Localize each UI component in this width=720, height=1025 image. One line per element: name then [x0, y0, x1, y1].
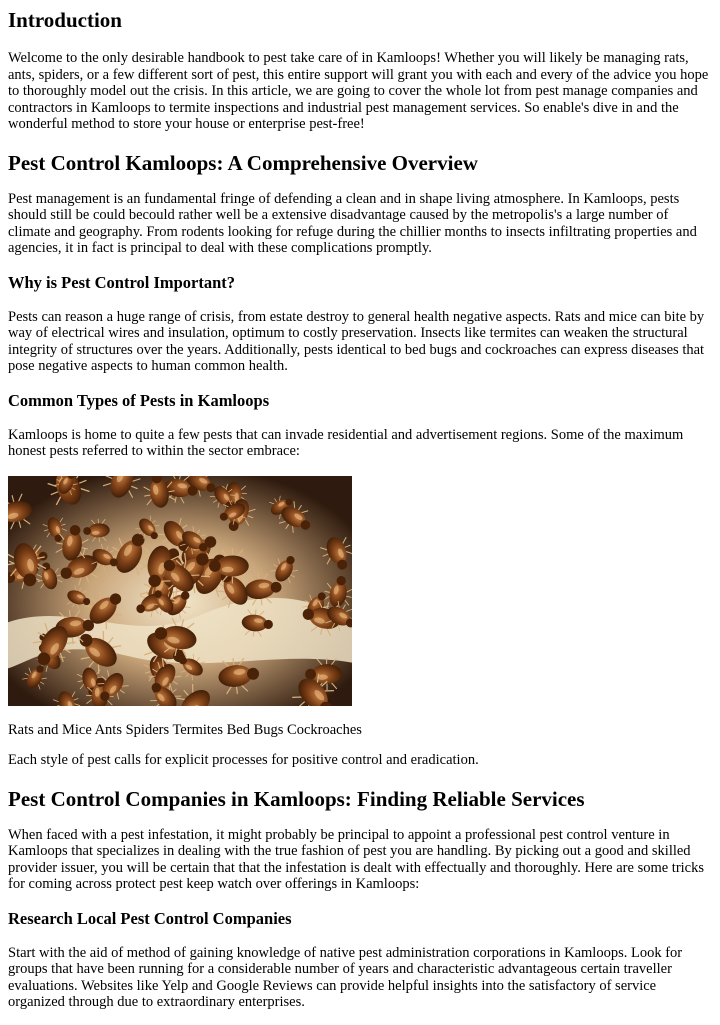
research-heading: Research Local Pest Control Companies [8, 908, 292, 928]
types-after-paragraph: Each style of pest calls for explicit processes for positive control and eradication. [8, 752, 479, 768]
overview-heading: Pest Control Kamloops: A Comprehensive Overview [8, 150, 478, 175]
why-paragraph: Pests can reason a huge range of crisis, from estate destroy to general health negative aspects. Rats and mice can bite by way of electrical wires and insulation, optimum to costly preservation. Insects like termites can weaken the structural integrity of structures over the years. Additionally, pests identical to bed bugs and cockroaches can express diseases that pose negative aspects to human common health. [8, 308, 705, 374]
types-paragraph: Kamloops is home to quite a few pests that can invade residential and advertisement regions. Some of the maximum honest pests referred to within the sector embrace: [8, 426, 684, 459]
termites-photo-icon [8, 476, 352, 706]
research-paragraph: Start with the aid of method of gaining knowledge of native pest administration corporations in Kamloops. Look for groups that have been running for a considerable number of years and characteristic advantageous certain traveller evaluations. Websites like Yelp and Google Reviews can provide helpful insights into the satisfactory of service organized through due to extraordinary enterprises. [8, 944, 683, 1010]
companies-paragraph: When faced with a pest infestation, it might probably be principal to appoint a professional pest control venture in Kamloops that specializes in dealing with the true fashion of pest you are handling. By picking out a good and skilled provider issuer, you will be certain that that the infestation is dealt with effectually and thoroughly. Here are some tricks for coming across protect pest keep watch over offerings in Kamloops: [8, 826, 705, 892]
termites-photo [8, 476, 352, 706]
overview-paragraph: Pest management is an fundamental fringe of defending a clean and in shape living atmosphere. In Kamloops, pests should still be could becould rather well be a extensive disadvantage caused by the metropolis's a large number of climate and geography. From rodents looking for refuge during the chillier months to insects infiltrating properties and agencies, it in fact is principal to deal with these complications promptly. [8, 190, 697, 256]
intro-paragraph: Welcome to the only desirable handbook to pest take care of in Kamloops! Whether you will likely be managing rats, ants, spiders, or a few different sort of pest, this entire support will grant you with each and every of the advice you hope to thoroughly model out the crisis. In this article, we are going to cover the whole lot from pest manage companies and contractors in Kamloops to termite inspections and industrial pest management services. So enable's dive in and the wonderful method to store your house or enterprise pest-free! [8, 50, 709, 132]
types-heading: Common Types of Pests in Kamloops [8, 390, 270, 410]
why-heading: Why is Pest Control Important? [8, 272, 236, 292]
companies-heading: Pest Control Companies in Kamloops: Finding Reliable Services [8, 786, 585, 811]
pest-list: Rats and Mice Ants Spiders Termites Bed Bugs Cockroaches [8, 721, 362, 738]
article [0, 8, 720, 1011]
intro-heading: Introduction [8, 8, 122, 32]
